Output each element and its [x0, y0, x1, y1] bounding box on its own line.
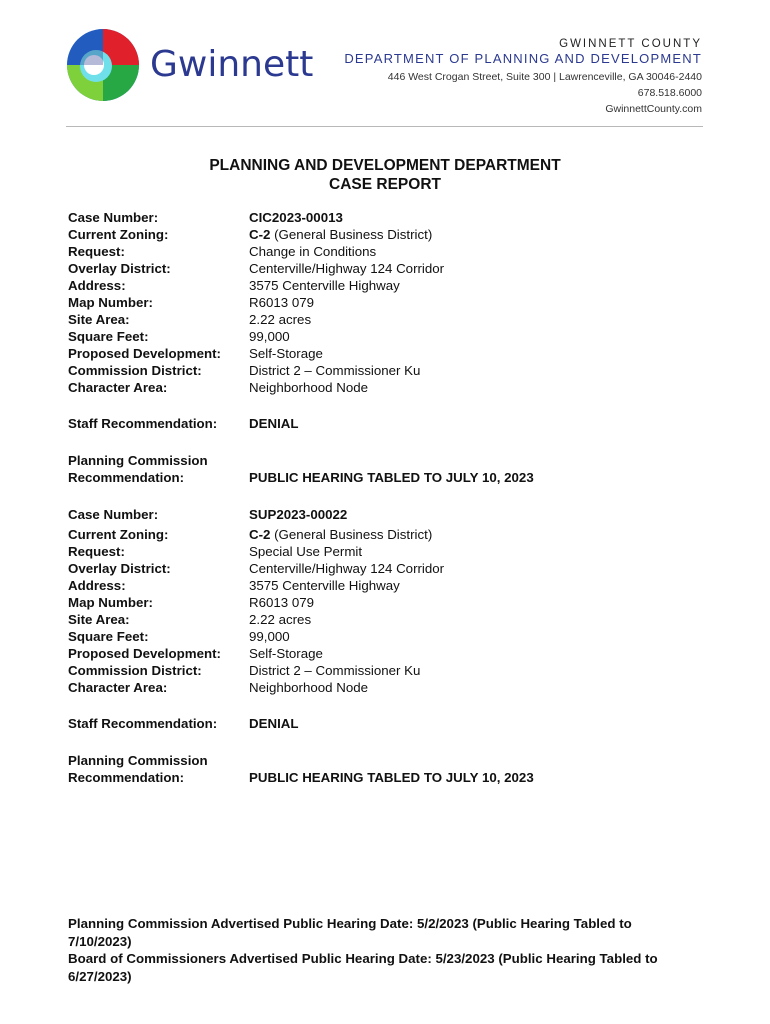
page-title	[0, 156, 770, 194]
case-section-2	[68, 506, 708, 786]
field-row: Site Area: 2.22 acres	[68, 612, 312, 627]
field-row: Commission District: District 2 – Commissioner Ku	[68, 363, 421, 378]
address-block	[344, 69, 702, 117]
staff-recommendation: Staff Recommendation: DENIAL	[68, 416, 299, 431]
boc-hearing-date: Board of Commissioners Advertised Public Hearing Date: 5/23/2023 (Public Hearing Tabled to 6/27/2023)	[68, 951, 658, 984]
field-row: Current Zoning: C-2 (General Business District)	[68, 527, 433, 542]
field-row: Character Area: Neighborhood Node	[68, 380, 369, 395]
hearing-dates	[68, 915, 688, 985]
street-address: 446 West Crogan Street, Suite 300 | Lawrenceville, GA 30046-2440	[387, 71, 702, 83]
planning-commission-recommendation: Planning Commission Recommendation: PUBLIC HEARING TABLED TO JULY 10, 2023	[68, 753, 534, 785]
staff-recommendation: Staff Recommendation: DENIAL	[68, 716, 299, 731]
field-row: Case Number: SUP2023-00022	[68, 507, 348, 522]
website: GwinnettCounty.com	[605, 103, 702, 115]
field-row: Square Feet: 99,000	[68, 329, 290, 344]
field-row: Proposed Development: Self-Storage	[68, 346, 323, 361]
field-row: Commission District: District 2 – Commissioner Ku	[68, 663, 421, 678]
title-line-1: PLANNING AND DEVELOPMENT DEPARTMENT	[209, 157, 561, 174]
field-row: Character Area: Neighborhood Node	[68, 680, 369, 695]
title-line-2: CASE REPORT	[329, 176, 441, 193]
field-row: Square Feet: 99,000	[68, 629, 290, 644]
field-row: Request: Special Use Permit	[68, 544, 363, 559]
brand-name: Gwinnett	[150, 44, 314, 85]
field-row: Overlay District: Centerville/Highway 124 Corridor	[68, 261, 445, 276]
case-fields	[68, 526, 708, 696]
pc-hearing-date: Planning Commission Advertised Public Hearing Date: 5/2/2023 (Public Hearing Tabled to 7/10/2023)	[68, 916, 632, 949]
gwinnett-logo-icon	[66, 28, 140, 102]
field-row: Site Area: 2.22 acres	[68, 312, 312, 327]
field-row: Address: 3575 Centerville Highway	[68, 578, 400, 593]
phone-number: 678.518.6000	[637, 87, 702, 99]
field-row: Overlay District: Centerville/Highway 124 Corridor	[68, 561, 445, 576]
field-row: Map Number: R6013 079	[68, 295, 315, 310]
header-contact	[344, 38, 702, 117]
field-row: Case Number: CIC2023-00013	[68, 210, 343, 225]
department-name: DEPARTMENT OF PLANNING AND DEVELOPMENT	[344, 51, 702, 66]
field-row: Request: Change in Conditions	[68, 244, 377, 259]
field-row: Current Zoning: C-2 (General Business District)	[68, 227, 433, 242]
case-fields	[68, 209, 708, 396]
planning-commission-recommendation: Planning Commission Recommendation: PUBLIC HEARING TABLED TO JULY 10, 2023	[68, 453, 534, 485]
field-row: Map Number: R6013 079	[68, 595, 315, 610]
header-divider	[66, 126, 703, 127]
field-row: Proposed Development: Self-Storage	[68, 646, 323, 661]
county-name: GWINNETT COUNTY	[559, 38, 702, 50]
field-row: Address: 3575 Centerville Highway	[68, 278, 400, 293]
case-section-1	[68, 209, 708, 486]
